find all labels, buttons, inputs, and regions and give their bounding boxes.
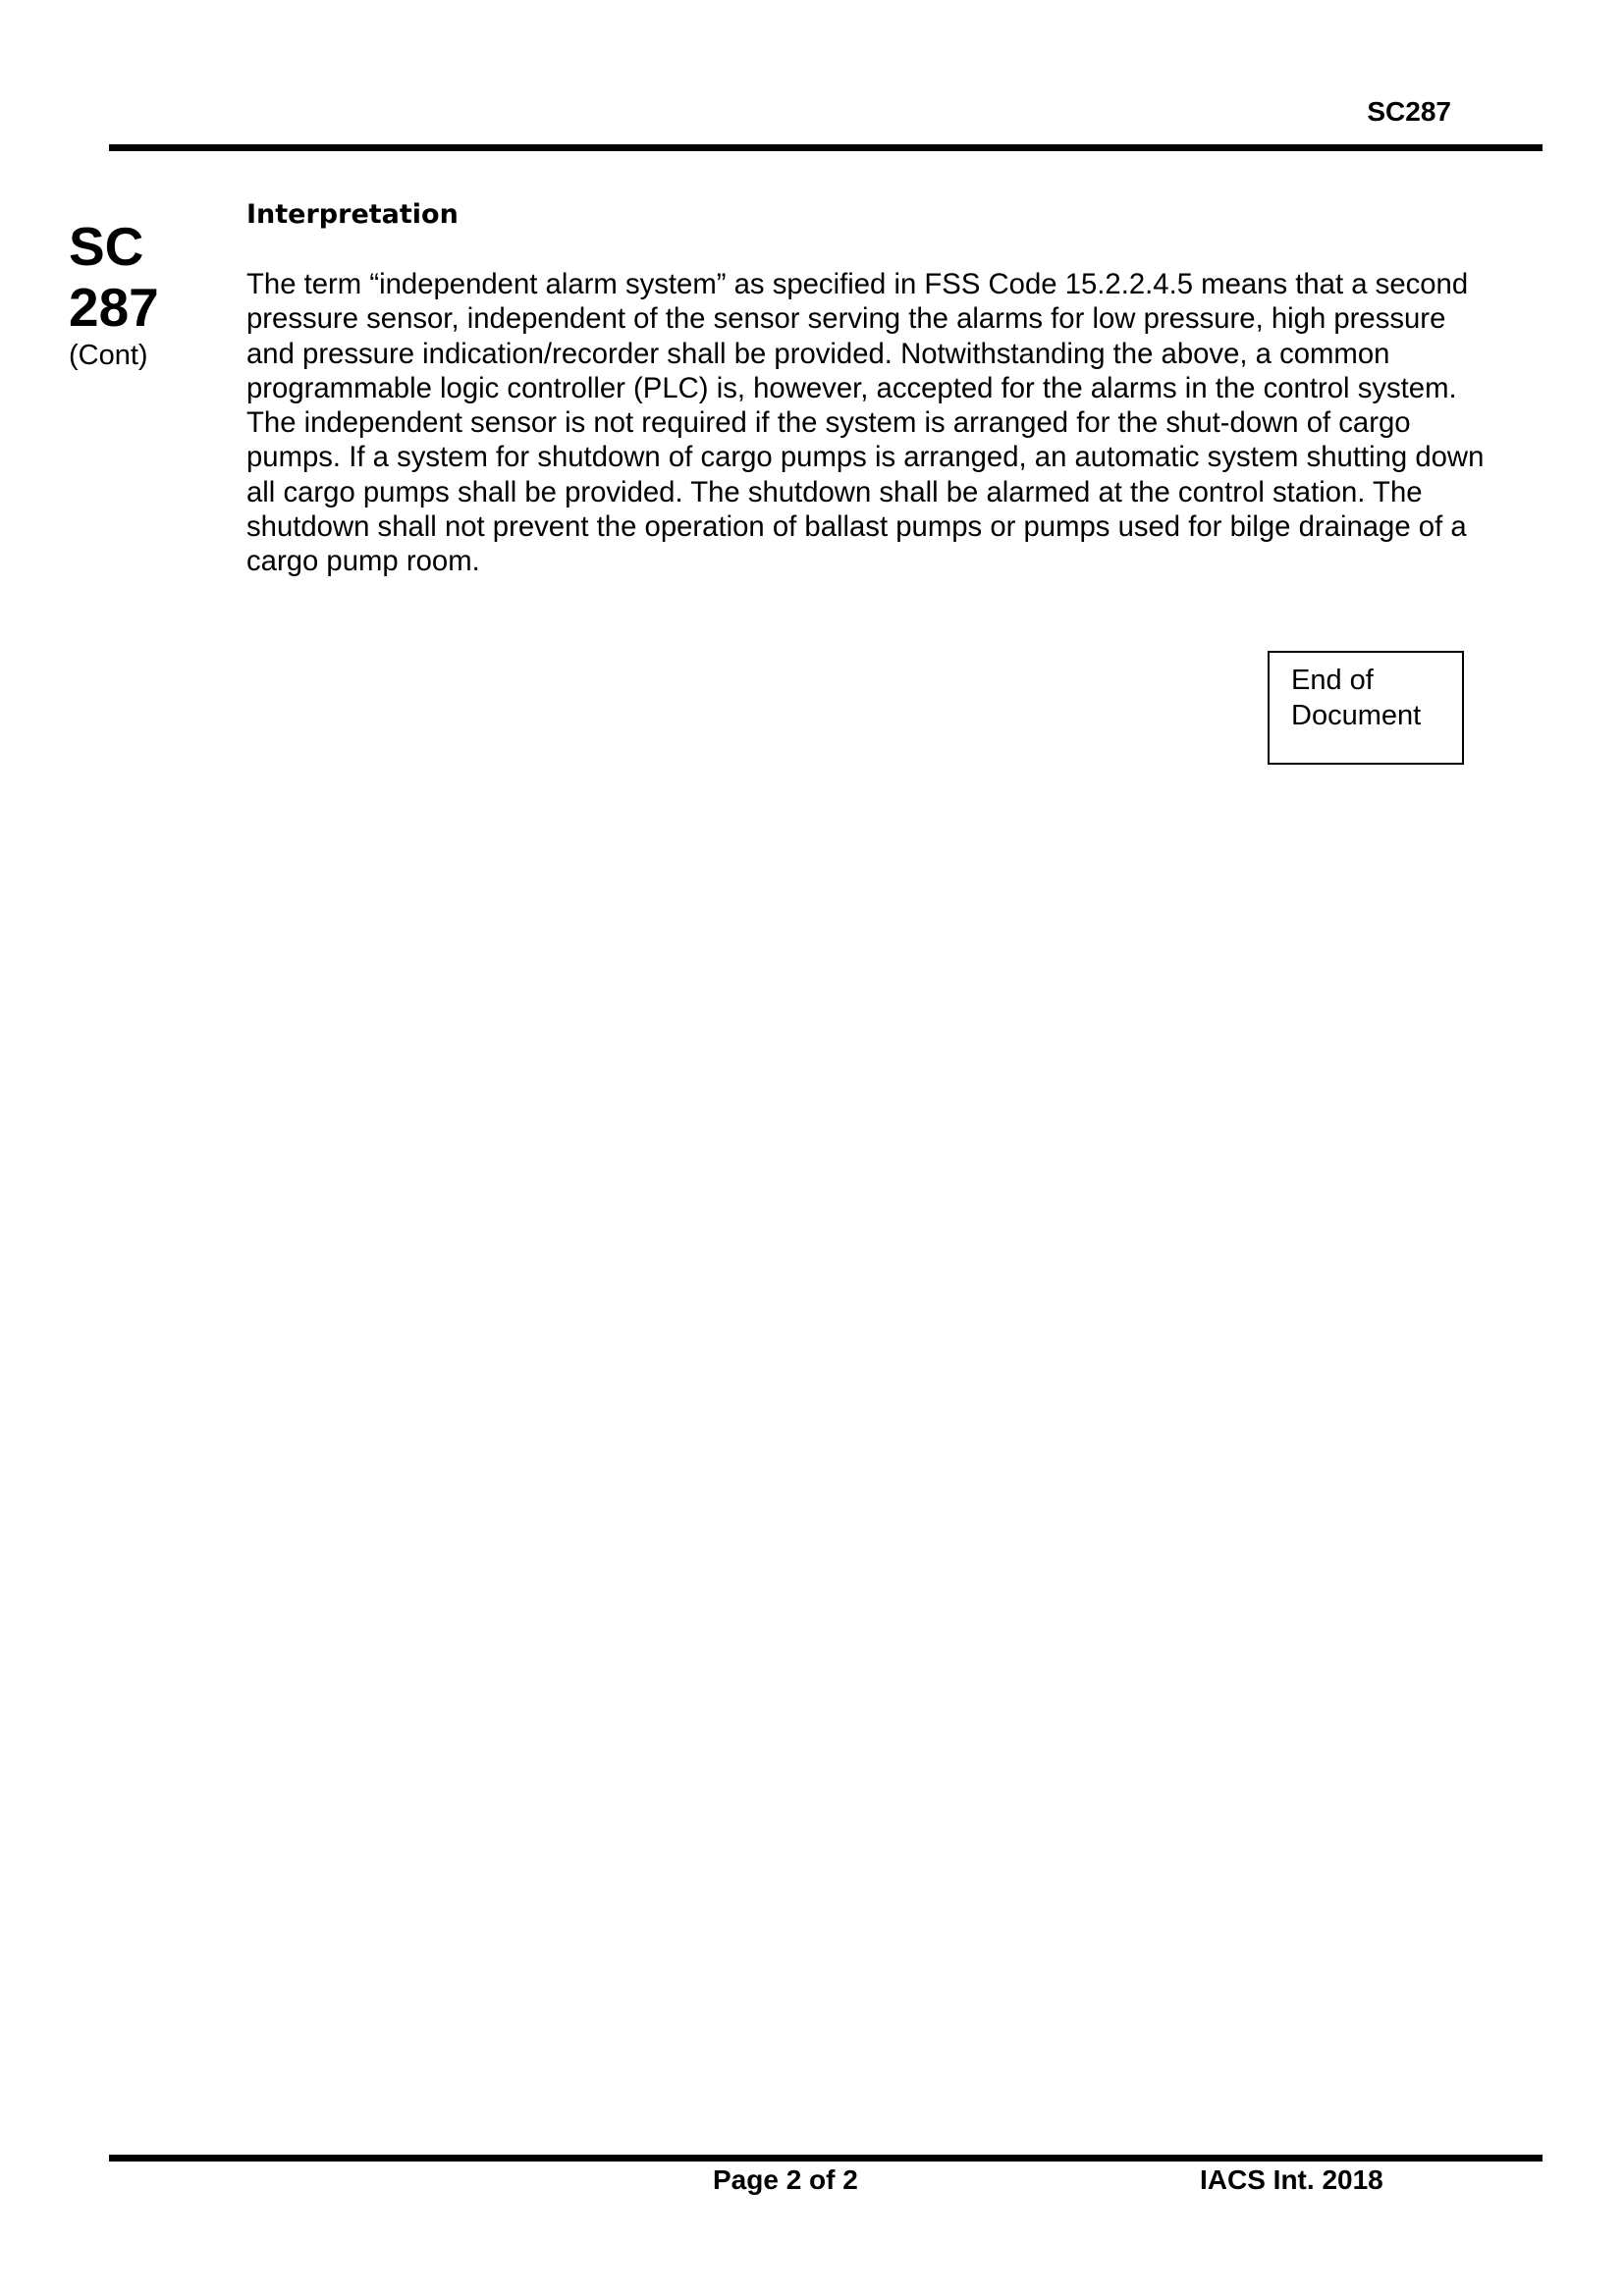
margin-code-number: 287 [69,277,159,338]
header-divider [109,144,1543,151]
margin-reference-label [69,216,196,373]
section-heading: Interpretation [246,199,459,230]
interpretation-paragraph: The term “independent alarm system” as specified in FSS Code 15.2.2.4.5 means that a second pressure sensor, independent of the sensor serving the alarms for low pressure, high pressure and pressure indication/recorder shall be provided. Notwithstanding the above, a common programmable logic controller (PLC) is, however, accepted for the alarms in the control system. The independent sensor is not required if the system is arranged for the shut-down of cargo pumps. If a system for shutdown of cargo pumps is arranged, an automatic system shutting down all cargo pumps shall be provided. The shutdown shall be alarmed at the control station. The shutdown shall not prevent the operation of ballast pumps or pumps used for bilge drainage of a cargo pump room. [246,268,1485,578]
footer-reference: IACS Int. 2018 [1200,2164,1383,2195]
footer-divider [109,2155,1543,2162]
margin-continued-label: (Cont) [69,340,148,371]
end-box-line-2: Document [1291,700,1422,731]
main-content [246,196,1503,579]
header-document-code: SC287 [1367,96,1451,127]
end-of-document-box [1268,651,1464,765]
margin-code-prefix: SC [69,216,144,277]
end-box-line-1: End of [1291,665,1374,696]
footer-page-number: Page 2 of 2 [713,2164,858,2195]
